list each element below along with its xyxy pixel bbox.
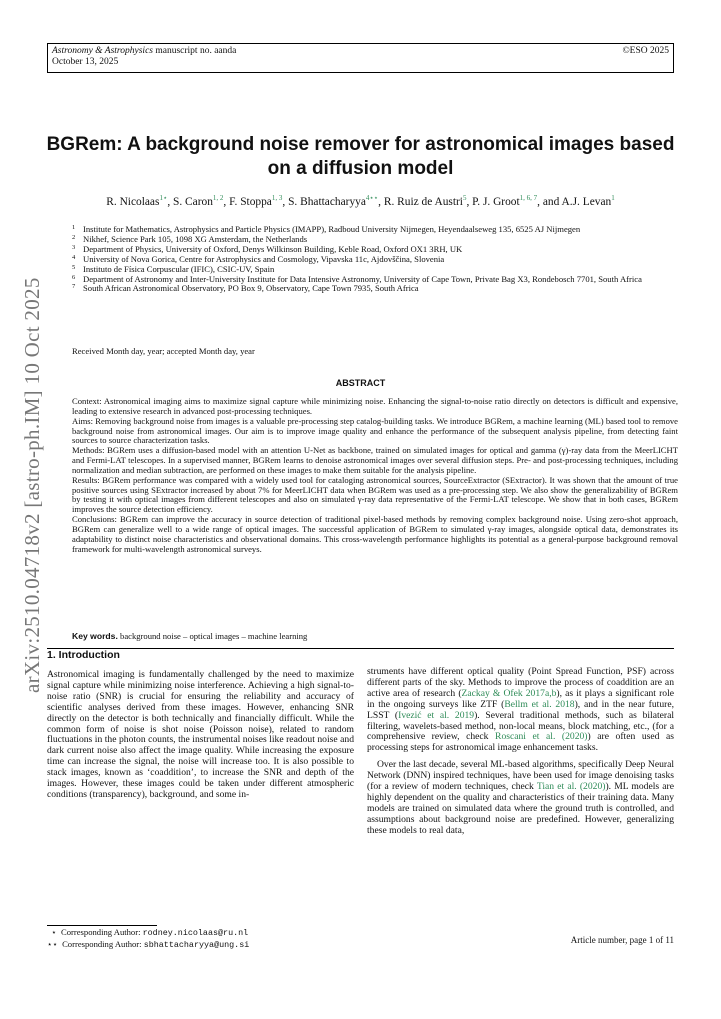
section-heading: 1. Introduction — [47, 649, 120, 661]
author-list: R. Nicolaas$^{1⋆}$, S. Caron$^{1, 2}$, F. Stoppa$^{1, 3}$, S. Bhattacharyya$^{4⋆⋆}$, R. Ruiz de Austri$^5$, P. J. Groot$^{1, 6, 7}$, and A.J. Levan$^1$ — [106, 194, 615, 208]
left-column — [47, 670, 354, 801]
author: F. Stoppa$^{1, 3}$ — [229, 194, 283, 208]
affiliation-list — [72, 225, 662, 294]
abstract-aims: Aims: Removing background noise from images is a valuable pre-processing step catalog-building tasks. We introduce BGRem, a machine learning (ML) based tool to remove background noise from astronomical images. Our aim is to improve image quality and enhance the performance of the subsequent analysis pipeline, from detecting faint sources to source characterization tasks. — [72, 415, 678, 446]
citation-link[interactable]: Zackay & Ofek 2017a,b — [461, 687, 557, 699]
intro-paragraph: Astronomical imaging is fundamentally challenged by the need to maximize signal capture while minimizing noise interference. Achieving a high signal-to-noise ratio (SNR) is crucial for ensuring the reliability and accuracy of scientific analyses derived from these images. However, enhancing SNR directly on the detector is both technically and financially difficult. While the common form of noise is shot noise (Poisson noise), related to random fluctuations in the photon counts, the instrumental noises like readout noise and dark current noise also affect the image quality. While increasing the exposure time can increase the signal, the noise will increase too. It is also possible to stack images, known as ‘coaddition’, to increase the SNR and depth of the images. However, these images could be taken under different atmospheric conditions (transparency), background, and some in- — [47, 669, 354, 800]
journal-name: Astronomy & Astrophysics — [52, 46, 153, 56]
affiliation: 6 Department of Astronomy and Inter-University Institute for Data Intensive Astronomy, University of Cape Town, Private Bag X3, Rondebosch 7701, South Africa — [72, 273, 642, 284]
author: A.J. Levan$^1$ — [561, 194, 615, 208]
right-column — [367, 667, 674, 837]
intro-paragraph: Over the last decade, several ML-based algorithms, specifically Deep Neural Network (DNN) inspired techniques, have been used for image denoising tasks (for a review of modern techniques, check Tian et al. (2020)). ML models are highly dependent on the quality and characteristics of their training data. Many models are trained on simulated data where the ground truth is controlled, and assumptions about background noise are predefined. However, generalizing these models to real data, — [367, 759, 674, 836]
arxiv-stamp — [20, 277, 50, 723]
paper-title: BGRem: A background noise remover for astronomical images based on a diffusion model — [46, 134, 675, 179]
abstract — [72, 397, 678, 555]
abstract-heading: ABSTRACT — [335, 378, 386, 388]
citation-link[interactable]: Bellm et al. 2018 — [504, 698, 575, 710]
keywords-text: background noise – optical images – machine learning — [120, 631, 308, 641]
page-number: Article number, page 1 of 11 — [570, 935, 674, 945]
footnote: ⋆⋆ Corresponding Author: sbhattacharyya@ung.si — [47, 938, 250, 950]
affiliation: 1 Institute for Mathematics, Astrophysics and Particle Physics (IMAPP), Radboud University Nijmegen, Heyendaalseweg 135, 6525 AJ Nijmegen — [72, 224, 581, 234]
received-line: Received Month day, year; accepted Month day, year — [72, 346, 255, 356]
author: R. Ruiz de Austri$^5$ — [383, 194, 467, 208]
affiliation: 2 Nikhef, Science Park 105, 1098 XG Amsterdam, the Netherlands — [72, 233, 308, 244]
affiliation: 4 University of Nova Gorica, Centre for Astrophysics and Cosmology, Vipavska 11c, Ajdovščina, Slovenia — [72, 253, 445, 264]
author: S. Bhattacharyya$^{4⋆⋆}$ — [288, 194, 379, 208]
journal-header — [47, 43, 674, 73]
email-link[interactable]: sbhattacharyya@ung.si — [143, 939, 250, 950]
abstract-context: Context: Astronomical imaging aims to maximize signal capture while minimizing noise. Enhancing the signal-to-noise ratio directly on detectors is difficult and expensive, leading to extensive research in advanced post-processing techniques. — [72, 396, 678, 416]
divider — [47, 648, 674, 649]
header-date: October 13, 2025 — [52, 57, 119, 67]
author: R. Nicolaas$^{1⋆}$ — [106, 194, 168, 208]
abstract-methods: Methods: BGRem uses a diffusion-based model with an attention U-Net as backbone, trained on simulated images for optical and gamma (γ)-ray data from the MeerLICHT and Fermi-LAT telescopes. In a supervised manner, BGRem learns to denoise astronomical images over several diffusion steps. Pre- and post-processing techniques, including normalization and median subtraction, are performed on these images to make them suitable for the analysis pipeline. — [72, 445, 678, 475]
footnote: ⋆ Corresponding Author: rodney.nicolaas@ru.nl — [51, 927, 249, 938]
intro-paragraph-cont: struments have different optical quality (Point Spread Function, PSF) across different parts of the sky. Methods to improve the process of coaddition are an active area of research (Zackay & Ofek 2017a,b), as it plays a significant role in the ongoing surveys like ZTF (Bellm et al. 2018), and in the near future, LSST (Ivezić et al. 2019). Several traditional methods, such as bilateral filtering, wavelets-based method, non-local means, block matching, etc., (for a comprehensive review, check Roscani et al. (2020)) are often used as processing steps for astronomical image enhancement tasks. — [367, 666, 675, 754]
affiliation: 7 South African Astronomical Observatory, PO Box 9, Observatory, Cape Town 7935, South Africa — [72, 283, 419, 294]
affiliation: 3 Department of Physics, University of Oxford, Denys Wilkinson Building, Keble Road, Oxford OX1 3RH, UK — [72, 243, 463, 254]
email-link[interactable]: rodney.nicolaas@ru.nl — [142, 928, 249, 938]
footnotes — [47, 927, 354, 950]
author: P. J. Groot$^{1, 6, 7}$ — [472, 194, 538, 208]
keywords-label: Key words. — [72, 631, 118, 641]
manuscript-id: manuscript no. aanda — [155, 46, 237, 56]
footnote-rule — [47, 925, 157, 926]
abstract-results: Results: BGRem performance was compared with a widely used tool for cataloging astronomical sources, SourceExtractor (SExtractor). It was shown that the amount of true positive sources using SExtractor increased by about 7% for MeerLICHT data when BGRem was used as a pre-processing step. We also show the generalizability of BGRem by testing it with optical images from different telescopes and also on simulated γ-ray data representative of the Fermi-LAT telescope. We show that in both cases, BGRem improves the source detection efficiency. — [72, 474, 678, 515]
citation-link[interactable]: Roscani et al. (2020) — [495, 731, 588, 743]
abstract-conclusions: Conclusions: BGRem can improve the accuracy in source detection of traditional pixel-based methods by removing complex background noise. Using zero-shot approach, BGRem can generalize well to a wide range of optical images. The successful application of BGRem to simulated γ-ray images, alongside optical data, demonstrates its adaptability to distinct noise characteristics and observational domains. This cross-wavelength performance highlights its potential as a general-purpose background removal framework for multi-wavelength astronomical surveys. — [72, 514, 678, 554]
arxiv-stamp-text[interactable]: arXiv:2510.04718v2 [astro-ph.IM] 10 Oct 2025 — [20, 277, 44, 693]
keywords — [72, 631, 307, 641]
author: S. Caron$^{1, 2}$ — [173, 194, 224, 208]
citation-link[interactable]: Ivezić et al. 2019 — [398, 709, 475, 721]
copyright: ©ESO 2025 — [622, 46, 669, 56]
citation-link[interactable]: Tian et al. (2020) — [536, 781, 606, 793]
affiliation: 5 Instituto de Física Corpuscular (IFIC), CSIC-UV, Spain — [72, 263, 275, 274]
